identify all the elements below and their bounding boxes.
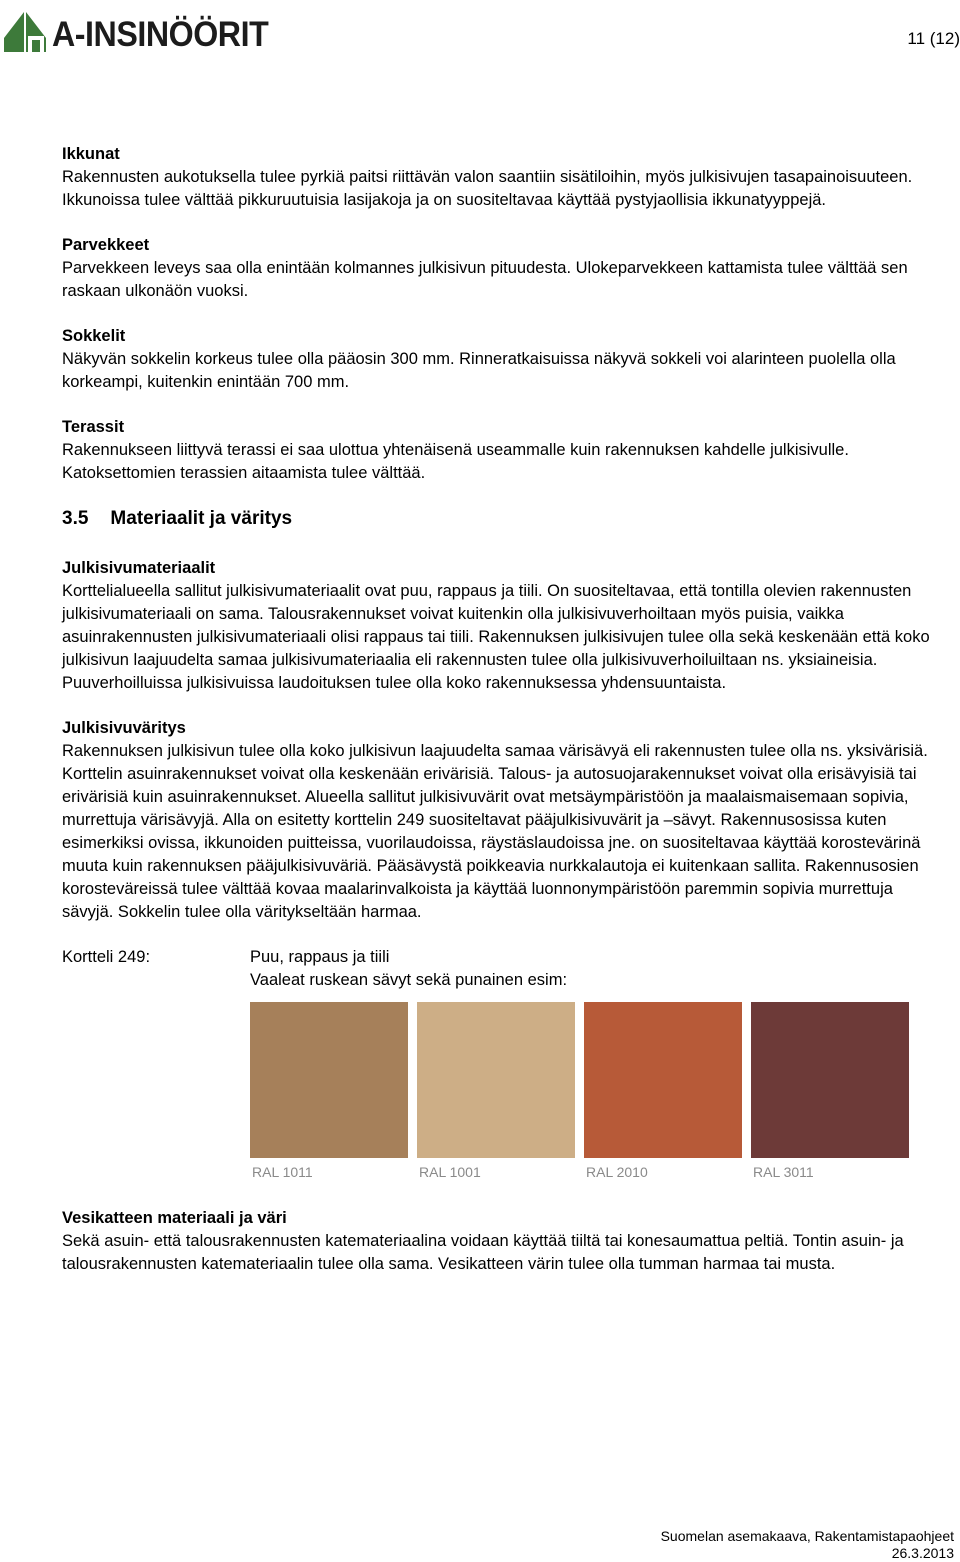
section-title: Terassit — [62, 418, 125, 436]
section-ikkunat — [62, 143, 946, 212]
chapter-title: Materiaalit ja väritys — [110, 508, 293, 529]
section-text: Rakennukseen liittyvä terassi ei saa ulottua yhtenäisenä useammalle kuin rakennuksen kahdelle julkisivulle. Katoksettomien terassien aitaamista tulee välttää. — [62, 441, 849, 482]
swatch-label: RAL 3011 — [753, 1164, 814, 1180]
section-julkisivumateriaalit — [62, 557, 946, 695]
page-footer — [661, 1528, 954, 1562]
footer-date: 26.3.2013 — [891, 1545, 954, 1561]
swatch-color-block — [417, 1002, 575, 1158]
page-number: 11 (12) — [907, 29, 960, 48]
section-title: Parvekkeet — [62, 236, 150, 254]
logo-mark-icon — [2, 8, 48, 54]
document-body — [62, 143, 946, 1298]
chapter-heading — [62, 507, 946, 531]
company-logo — [2, 6, 287, 54]
section-text: Sekä asuin- että talousrakennusten katemateriaalina voidaan käyttää tiiltä tai konesaumattua peltiä. Tontin asuin- ja talousrakennusten katemateriaalin tulee olla sama. Vesikatteen värin tulee olla tumman harmaa tai musta. — [62, 1232, 904, 1273]
section-text: Rakennusten aukotuksella tulee pyrkiä paitsi riittävän valon saantiin sisätiloihin, myös julkisivujen tasapainoisuuteen. Ikkunoissa tulee välttää pikkuruutuisia lasijakoja ja on suositeltavaa käyttää pystyjaollisia ikkunatyyppejä. — [62, 168, 913, 209]
color-swatch — [250, 1002, 408, 1181]
swatch-label: RAL 1001 — [419, 1164, 481, 1180]
swatch-color-block — [751, 1002, 909, 1158]
section-title: Julkisivumateriaalit — [62, 559, 216, 577]
footer-title: Suomelan asemakaava, Rakentamistapaohjeet — [660, 1528, 954, 1544]
section-text: Korttelialueella sallitut julkisivumateriaalit ovat puu, rappaus ja tiili. On suositeltavaa, että tontilla olevien rakennusten julkisivumateriaali on sama. Talousrakennukset voivat kuitenkin olla julkisivuverhoiltaan myös puisia, vaikka asuinrakennusten julkisivumateriaali olisi rappaus tai tiili. Rakennuksen julkisivujen tulee olla sekä keskenään että koko julkisivun laajuudelta samaa julkisivumateriaalia eli rakennusten tulee olla julkisivuverhoiluiltaan ns. yksiaineisia. Puuverhoilluissa julkisivuissa laudoituksen tulee olla koko rakennuksessa yhdensuuntaista. — [62, 582, 930, 692]
section-vesikatto — [62, 1207, 946, 1276]
swatch-label: RAL 1011 — [252, 1164, 313, 1180]
kortteli-details — [250, 946, 909, 1181]
kortteli-label: Kortteli 249: — [62, 948, 151, 966]
swatch-color-block — [584, 1002, 742, 1158]
section-text: Rakennuksen julkisivun tulee olla koko julkisivun laajuudelta samaa värisävyä eli rakennusten tulee olla ns. yksivärisiä. Korttelin asuinrakennukset voivat olla keskenään erivärisiä. Talous- ja autosuojarakennukset voivat olla erisävyisiä tai erivärisiä kuin asuinrakennukset. Alueella sallitut julkisivuvärit ovat metsäympäristöön ja maalaismaisemaan sopivia, murrettuja värisävyjä. Alla on esitetty korttelin 249 suositeltavat pääjulkisivuvärit ja –sävyt. Rakennusosissa kuten esimerkiksi ovissa, ikkunoiden puitteissa, vuorilaudoissa, räystäslaudoissa jne. on suositeltavaa käyttää korostevärinä muuta kuin rakennuksen pääjulkisivuväriä. Pääsävystä poikkeavia nurkkalautoja ei kuitenkaan sallita. Rakennusosien korosteväreissä tulee välttää kovaa maalarinvalkoista ja käyttää luonnonympäristöön paremmin sopivia murrettuja sävyjä. Sokkelin tulee olla väritykseltään harmaa. — [62, 742, 928, 921]
kortteli-materials: Puu, rappaus ja tiili — [250, 948, 390, 966]
section-title: Julkisivuväritys — [62, 719, 186, 737]
color-swatch — [417, 1002, 575, 1181]
color-swatch — [584, 1002, 742, 1181]
section-text: Parvekkeen leveys saa olla enintään kolmannes julkisivun pituudesta. Ulokeparvekkeen kattamista tulee välttää sen raskaan ulkonäön vuoksi. — [62, 259, 908, 300]
section-parvekkeet — [62, 234, 946, 303]
section-julkisivuvaritys — [62, 717, 946, 924]
section-text: Näkyvän sokkelin korkeus tulee olla pääosin 300 mm. Rinneratkaisuissa näkyvä sokkeli voi alarinteen puolella olla korkeampi, kuitenkin enintään 700 mm. — [62, 350, 896, 391]
section-title: Ikkunat — [62, 145, 120, 163]
section-terassit — [62, 416, 946, 485]
logo-text: A-INSINÖÖRIT — [52, 15, 269, 54]
section-title: Sokkelit — [62, 327, 126, 345]
color-swatch — [751, 1002, 909, 1181]
chapter-number: 3.5 — [62, 508, 89, 529]
section-sokkelit — [62, 325, 946, 394]
color-swatches — [250, 1002, 909, 1181]
kortteli-colors — [62, 946, 946, 1181]
swatch-label: RAL 2010 — [586, 1164, 648, 1180]
kortteli-colors-text: Vaaleat ruskean sävyt sekä punainen esim: — [250, 971, 568, 989]
section-title: Vesikatteen materiaali ja väri — [62, 1209, 287, 1227]
swatch-color-block — [250, 1002, 408, 1158]
